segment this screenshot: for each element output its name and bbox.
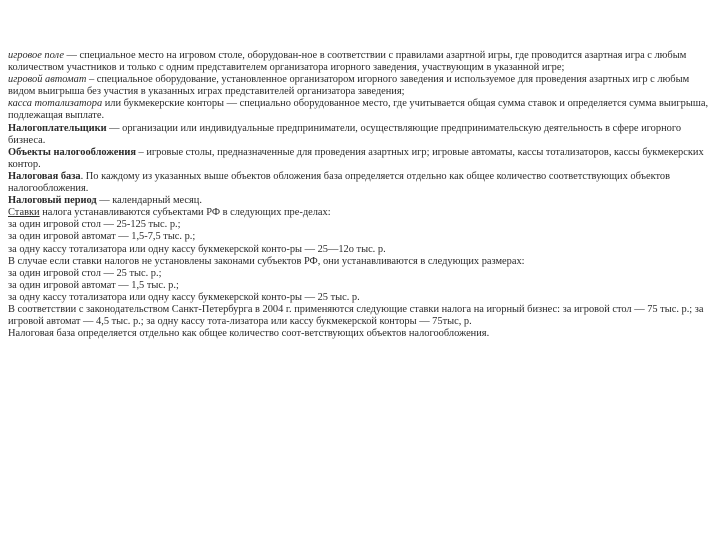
paragraph-slot-machine [8,74,712,98]
paragraph-default-rates: В случае если ставки налогов не установлены законами субъектов РФ, они устанавливаются в следующих размерах: [8,255,525,267]
rate-line: за один игровой автомат — 1,5-7,5 тыс. р.; [8,231,196,243]
term-tax-objects: Объекты налогообложения [8,146,136,158]
paragraph-rates [8,207,712,219]
paragraph-spb-rates: В соответствии с законодательством Санкт-Петербурга в 2004 г. применяются следующие ставки налога на игорный бизнес: за игровой стол — 75 тыс. р.; за игровой автомат — 4,5 тыс. р.; за одну кассу тота-лизатора или кассу букмекерской конторы — 75тыс, р. [8,303,704,328]
rate-line: за один игровой стол — 25-125 тыс. р.; [8,219,181,231]
term-totalizator: касса тотализатора [8,98,103,110]
rate-line: за одну кассу тотализатора или одну кассу букмекерской конто-ры — 25—12о тыс. р. [8,243,386,255]
document-body [8,50,712,340]
default-rate-line: за один игровой автомат — 1,5 тыс. р.; [8,279,179,291]
definition-rates: налога устанавливаются субъектами РФ в следующих пре-делах: [39,207,331,219]
term-tax-base: Налоговая база [8,170,81,182]
term-rates: Ставки [8,207,40,219]
paragraph-tax-objects [8,147,712,171]
definition-tax-objects: – игровые столы, предназначенные для проведения азартных игр; игровые автоматы, кассы тотализаторов, кассы букмекерских контор. [8,146,704,170]
definition-tax-period: — календарный месяц. [96,195,202,207]
term-slot-machine: игровой автомат [8,74,87,86]
default-rate-line: за одну кассу тотализатора или одну кассу букмекерской конто-ры — 25 тыс. р. [8,291,360,303]
definition-slot-machine: – специальное оборудование, установленное организатором игорного заведения и используемое для проведения азартных игр с любым видом выигрыша без участия в указанных играх представителей организатора заведения; [8,74,690,98]
term-taxpayers: Налогоплательщики [8,122,107,134]
paragraph-tax-base-note: Налоговая база определяется отдельно как общее количество соот-ветствующих объектов налогообложения. [8,328,490,340]
paragraph-game-field [8,50,712,74]
definition-tax-base: . По каждому из указанных выше объектов обложения база определяется отдельно как общее количество соответствующих объектов налогообложения. [8,170,671,195]
definition-taxpayers: — организации или индивидуальные предприниматели, осуществляющие предпринимательскую деятельность в сфере игорного бизнеса. [8,122,682,146]
default-rate-line: за один игровой стол — 25 тыс. р.; [8,267,162,279]
paragraph-tax-base [8,171,712,195]
paragraph-taxpayers [8,123,712,147]
term-tax-period: Налоговый период [8,195,97,207]
definition-game-field: — специальное место на игровом столе, оборудован-ное в соответствии с правилами азартной игры, где проводится азартная игра с любым количеством участников и только с одним представителем организатора игорного заведения, участвующим в указанной игре; [8,50,687,74]
paragraph-tax-period [8,195,712,207]
definition-totalizator: или букмекерские конторы — специально оборудованное место, где учитывается общая сумма ставок и определяется сумма выигрыша, подлежащая выплате. [8,98,709,122]
paragraph-totalizator [8,98,712,122]
term-game-field: игровое поле [8,50,64,61]
